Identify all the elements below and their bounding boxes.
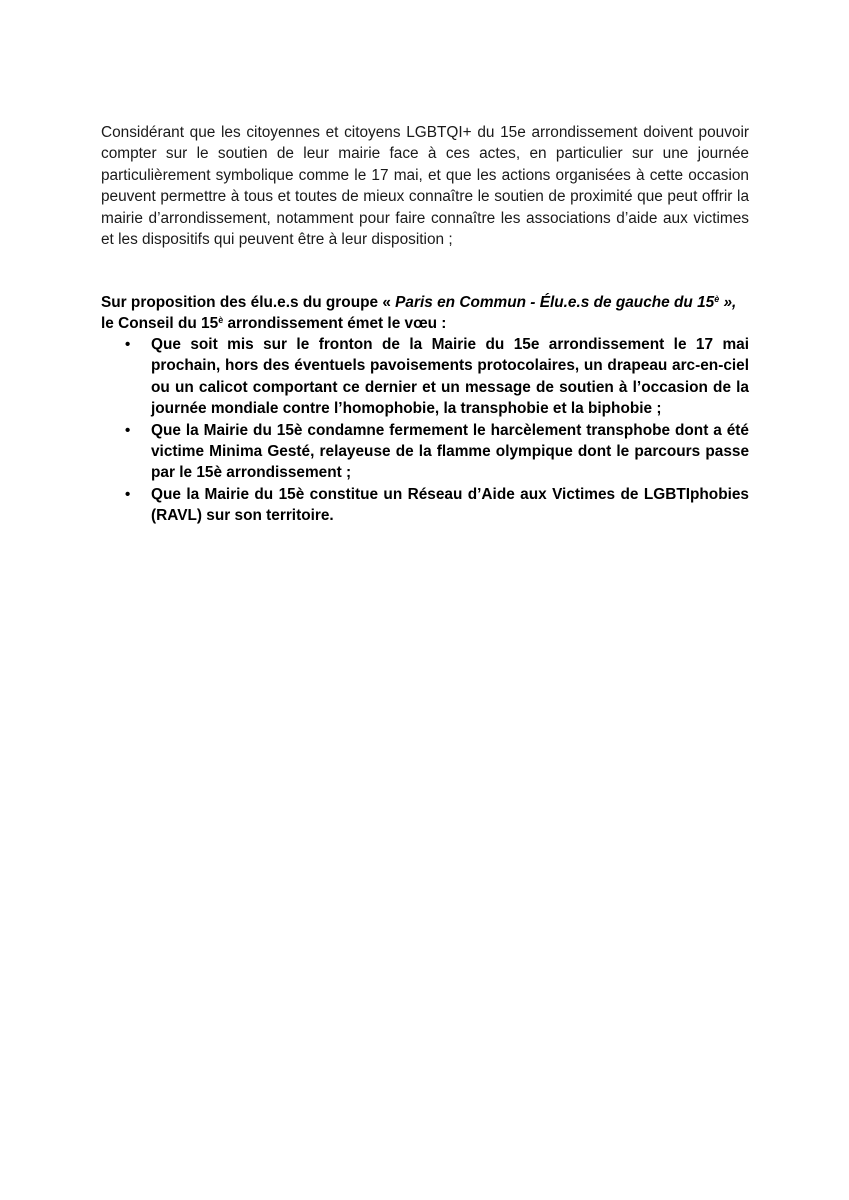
group-superscript: è [714,294,720,304]
group-suffix: », [719,294,737,311]
council-superscript: è [218,315,224,326]
bullet-icon: • [125,336,131,353]
group-name-text: Paris en Commun - Élu.e.s de gauche du 15 [395,294,715,311]
bullet-icon: • [125,421,131,439]
proposal-prefix: Sur proposition des élu.e.s du groupe « [101,294,396,311]
list-item [101,334,749,420]
list-item [101,484,749,527]
list-item [101,420,749,484]
bullet-icon: • [125,485,131,503]
list-item-text: Que soit mis sur le fronton de la Mairie du 15e arrondissement le 17 mai prochain, hors des éventuels pavoisements protocolaires, un drapeau arc-en-ciel ou un calicot comportant ce dernier et un message de soutien à l’occasion de la journée mondiale contre l’homophobie, la transphobie et la biphobie ; [151,336,749,418]
list-item-text: Que la Mairie du 15è condamne fermement le harcèlement transphobe dont a été victime Minima Gesté, relayeuse de la flamme olympique dont le parcours passe par le 15è arrondissement ; [151,421,749,482]
vote-list [101,334,749,527]
council-line-end: arrondissement émet le vœu : [223,315,447,333]
proposal-statement [101,292,761,335]
council-line-start: le Conseil du 15 [101,315,219,333]
list-item-text: Que la Mairie du 15è constitue un Réseau d’Aide aux Victimes de LGBTIphobies (RAVL) sur son territoire. [151,485,749,525]
intro-paragraph: Considérant que les citoyennes et citoyens LGBTQI+ du 15e arrondissement doivent pouvoir compter sur le soutien de leur mairie face à ces actes, en particulier sur une journée particulièrement symbolique comme le 17 mai, et que les actions organisées à cette occasion peuvent permettre à tous et toutes de mieux connaître le soutien de proximité que peut offrir la mairie d’arrondissement, notamment pour faire connaître les associations d’aide aux victimes et les dispositifs qui peuvent être à leur disposition ; [101,124,749,249]
group-name [395,294,736,311]
